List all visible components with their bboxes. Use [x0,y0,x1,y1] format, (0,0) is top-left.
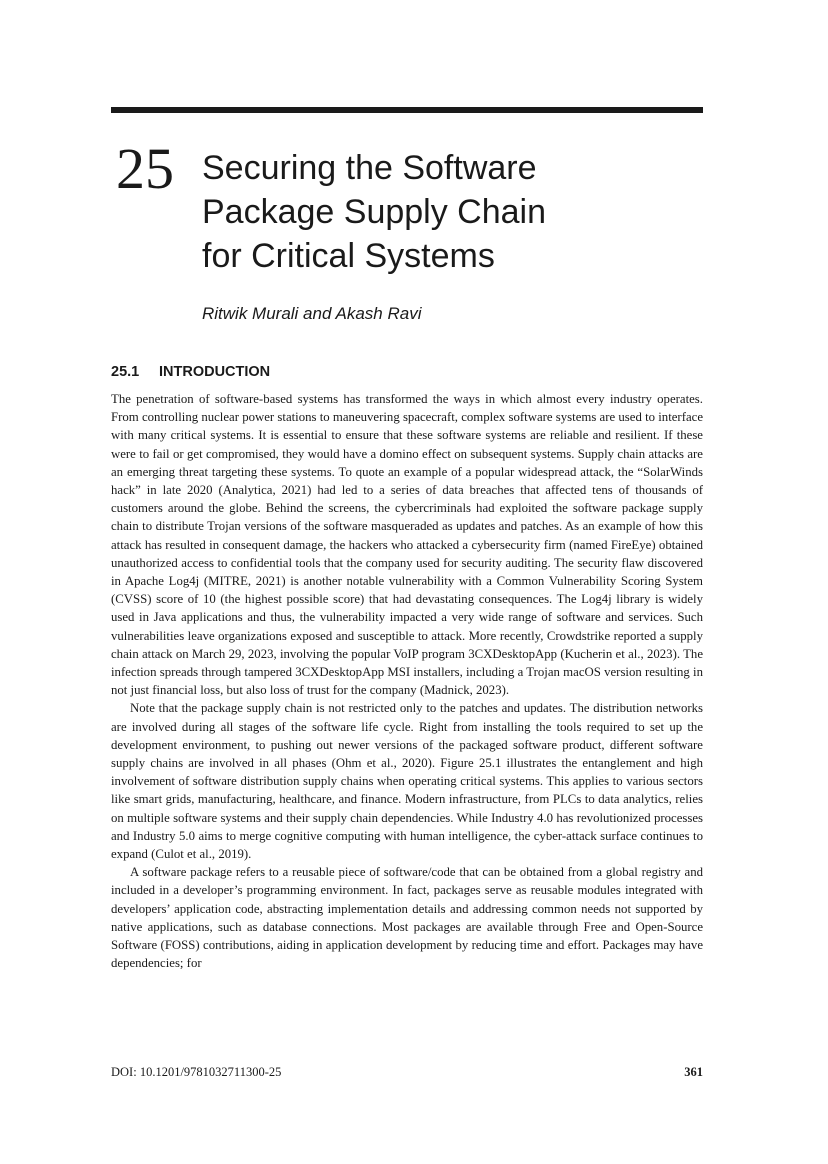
section-title: INTRODUCTION [159,364,271,380]
paragraph: A software package refers to a reusable piece of software/code that can be obtained from a global registry and included in a developer’s programming environment. In fact, packages serve as reusable modules integrated with developers’ application code, abstracting implementation details and addressing common needs not supported by native applications, such as database connections. Most packages are available through Free and Open-Source Software (FOSS) contributions, aiding in application development by reducing time and effort. Packages may have dependencies; for [111,865,703,971]
chapter-title-line: Securing the Software [202,149,537,187]
paragraph: The penetration of software-based systems has transformed the ways in which almost every industry operates. From controlling nuclear power stations to maneuvering spacecraft, complex software systems are used to interface with many critical systems. It is essential to ensure that these software systems are reliable and resilient. If these were to fail or get compromised, they would have a domino effect on subsequent systems. Supply chain attacks are an emerging threat targeting these systems. To quote an example of a popular widespread attack, the “SolarWinds hack” in late 2020 (Analytica, 2021) had led to a series of data breaches that affected tens of thousands of customers around the globe. Behind the screens, the cybercriminals had exploited the software package supply chain to distribute Trojan versions of the software masqueraded as updates and patches. As an example of how this attack has resulted in consequent damage, the hackers who attacked a cybersecurity firm (named FireEye) obtained unauthorized access to confidential tools that the company used for security auditing. The security flaw discovered in Apache Log4j (MITRE, 2021) is another notable vulnerability with a Common Vulnerability Scoring System (CVSS) score of 10 (the highest possible score) that had devastating consequences. The Log4j library is widely used in Java applications and thus, the vulnerability impacted a very wide range of software and services. Such vulnerabilities leave organizations exposed and susceptible to attack. More recently, Crowdstrike reported a supply chain attack on March 29, 2023, involving the popular VoIP program 3CXDesktopApp (Kucherin et al., 2023). The infection spreads through tampered 3CXDesktopApp MSI installers, including a Trojan macOS version resulting in not just financial loss, but also loss of trust for the company (Madnick, 2023). [111,392,703,698]
paragraph: Note that the package supply chain is not restricted only to the patches and updates. The distribution networks are involved during all stages of the software life cycle. Right from installing the tools required to set up the development environment, to pushing out newer versions of the packaged software product, different software supply chains are involved in all phases (Ohm et al., 2020). Figure 25.1 illustrates the entanglement and high involvement of software distribution supply chains when operating critical systems. This applies to various sectors like smart grids, manufacturing, healthcare, and finance. Modern infrastructure, from PLCs to data analytics, relies on multiple software systems and their supply chain dependencies. While Industry 4.0 has revolutionized processes and Industry 5.0 aims to merge cognitive computing with human intelligence, the cyber-attack surface continues to expand (Culot et al., 2019). [111,701,703,862]
chapter-title-line: for Critical Systems [202,237,495,275]
section-heading [111,364,270,380]
chapter-title-line: Package Supply Chain [202,193,547,231]
footer-doi: DOI: 10.1201/9781032711300-25 [111,1065,282,1079]
authors: Ritwik Murali and Akash Ravi [202,304,422,323]
page-number: 361 [684,1065,703,1079]
body-text [111,390,703,973]
chapter-number: 25 [116,136,174,201]
section-number: 25.1 [111,364,140,380]
chapter-title [202,146,682,278]
top-rule [111,107,703,113]
